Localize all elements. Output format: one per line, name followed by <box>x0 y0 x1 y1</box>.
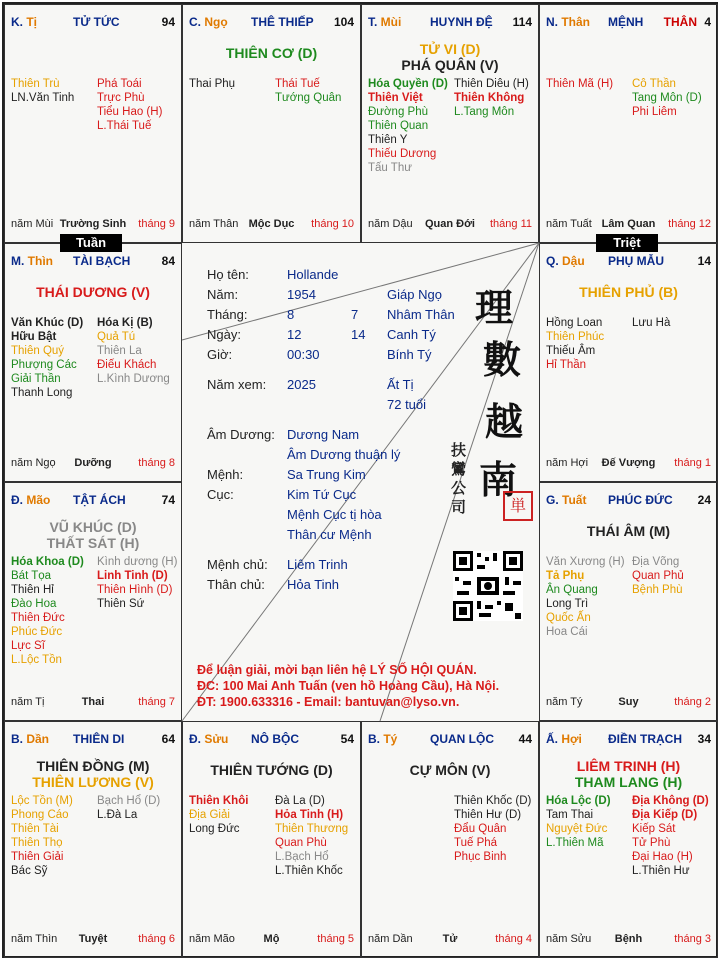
month-marker: tháng 3 <box>674 933 711 945</box>
qr-code <box>453 551 523 621</box>
month-marker: tháng 2 <box>674 696 711 708</box>
thang-label: Tháng: <box>207 307 248 322</box>
dai-han-year: năm Hợi <box>546 457 589 469</box>
minor-star: Thiên Phúc <box>546 331 605 343</box>
minor-star: Thiên Diêu (H) <box>454 78 529 90</box>
minor-star: Trực Phù <box>97 92 145 104</box>
red-stamp: 単 <box>503 491 533 521</box>
palace-can: G. <box>546 493 563 507</box>
palace-can: Q. <box>546 254 563 268</box>
thang-value: 8 <box>287 307 295 322</box>
minor-star: Quan Phù <box>275 837 327 849</box>
minor-star: Thiên Giải <box>11 851 64 863</box>
month-marker: tháng 8 <box>138 457 175 469</box>
truong-sinh-stage: Suy <box>618 696 639 708</box>
truong-sinh-stage: Tuyệt <box>78 933 108 945</box>
minor-star: Nguyệt Đức <box>546 823 608 835</box>
palace-can: Đ. <box>189 732 205 746</box>
minor-star: Linh Tinh (D) <box>97 570 168 582</box>
truong-sinh-stage: Mộc Dục <box>248 218 295 230</box>
menh-label: Mệnh: <box>207 467 244 482</box>
minor-star: Địa Võng <box>632 556 680 568</box>
main-star: TỬ VI (D) <box>419 41 481 57</box>
minor-star: Quan Phủ <box>632 570 684 582</box>
minor-star: Thiên Việt <box>368 92 423 104</box>
minor-star: Bệnh Phù <box>632 584 683 596</box>
minor-star: Hóa Kị (B) <box>97 317 153 329</box>
minor-star: Bác Sỹ <box>11 865 48 877</box>
menh-chu-label: Mệnh chủ: <box>207 557 268 572</box>
month-marker: tháng 12 <box>668 218 711 230</box>
minor-star: Thiên Hư (D) <box>454 809 522 821</box>
minor-star: Kiếp Sát <box>632 823 676 835</box>
minor-star: L.Thiên Khốc <box>275 865 343 877</box>
palace-name: THIÊN DI <box>73 732 125 746</box>
minor-star: Quốc Ấn <box>546 612 591 624</box>
cuc-label: Cục: <box>207 487 234 502</box>
minor-star: Tam Thai <box>546 809 594 821</box>
minor-star: Thiên Quan <box>368 120 429 132</box>
minor-star: Ân Quang <box>546 584 598 596</box>
dai-han-year: năm Sửu <box>546 933 592 945</box>
palace-chi: Mùi <box>380 15 402 29</box>
dai-han-year: năm Thìn <box>11 933 58 945</box>
minor-star: Thiên Trù <box>11 78 60 90</box>
minor-star: Hóa Lộc (D) <box>546 795 611 807</box>
main-star: THAM LANG (H) <box>574 774 683 790</box>
minor-star: Đẩu Quân <box>454 823 507 835</box>
minor-star: Long Đức <box>189 823 240 835</box>
minor-star: Tướng Quân <box>275 92 342 104</box>
palace-name: THÊ THIẾP <box>251 15 314 29</box>
than-chu-value: Hỏa Tinh <box>287 577 340 592</box>
minor-star: Thái Tuế <box>275 78 320 90</box>
dai-han-year: năm Mùi <box>11 218 54 230</box>
seal-char-2: 數 <box>483 337 522 382</box>
minor-star: Phục Binh <box>454 851 507 863</box>
palace-can: C. <box>189 15 205 29</box>
minor-star: Thiên Khôi <box>189 795 249 807</box>
palace-chi: Sửu <box>204 732 229 746</box>
truong-sinh-stage: Dưỡng <box>74 457 112 469</box>
palace-name: TỬ TỨC <box>73 15 120 29</box>
palace-name: MỆNH <box>608 15 644 29</box>
truong-sinh-stage: Bệnh <box>614 933 643 945</box>
palace-name: PHÚC ĐỨC <box>608 493 673 507</box>
gio-value: 00:30 <box>287 347 320 362</box>
nam-xem-value: 2025 <box>287 377 316 392</box>
minor-star: Thanh Long <box>11 387 73 399</box>
minor-star: L.Kình Dương <box>97 373 170 385</box>
ngay-label: Ngày: <box>207 327 241 342</box>
minor-star: Phi Liêm <box>632 106 677 118</box>
palace-number: 14 <box>697 254 711 268</box>
dai-han-year: năm Ngọ <box>11 457 56 469</box>
seal-char-3: 越 <box>485 399 524 444</box>
truong-sinh-stage: Tử <box>442 933 458 945</box>
minor-star: L.Thiên Mã <box>546 837 604 849</box>
minor-star: Thiên Tài <box>11 823 59 835</box>
palace-chi: Ngọ <box>204 15 228 29</box>
truong-sinh-stage: Thai <box>81 696 105 708</box>
nam-xem-label: Năm xem: <box>207 377 267 392</box>
minor-star: Hóa Khoa (D) <box>11 556 84 568</box>
gio-can-chi: Bính Tý <box>387 347 432 362</box>
main-star: THÁI DƯƠNG (V) <box>36 284 150 300</box>
tuan-tag: Tuần <box>60 234 122 252</box>
than-marker: THÂN <box>663 15 697 29</box>
main-star: THIÊN TƯỚNG (D) <box>210 762 333 778</box>
minor-star: Thiên La <box>97 345 142 357</box>
minor-star: Phúc Đức <box>11 626 63 638</box>
minor-star: L.Đà La <box>97 809 138 821</box>
minor-star: Địa Giải <box>189 809 230 821</box>
minor-star: L.Tang Môn <box>454 106 515 118</box>
dai-han-year: năm Mão <box>189 933 235 945</box>
minor-star: Hồng Loan <box>546 317 603 329</box>
minor-star: Thiếu Âm <box>546 345 596 357</box>
truong-sinh-stage: Trường Sinh <box>59 218 127 230</box>
minor-star: Long Trì <box>546 598 589 610</box>
menh-chu-value: Liêm Trinh <box>287 557 348 572</box>
palace-name: TẬT ÁCH <box>73 493 126 507</box>
contact-line-3: ĐT: 1900.633316 - Email: bantuvan@lyso.vn. <box>197 695 460 709</box>
month-marker: tháng 9 <box>138 218 175 230</box>
minor-star: L.Thiên Hư <box>632 865 690 877</box>
minor-star: Tiểu Hao (H) <box>97 106 163 118</box>
main-star: THIÊN ĐỒNG (M) <box>36 758 150 774</box>
minor-star: Tử Phù <box>632 837 671 849</box>
palace-name: NÔ BỘC <box>251 732 299 746</box>
minor-star: Phá Toái <box>97 78 142 90</box>
truong-sinh-stage: Mộ <box>263 933 280 945</box>
ngay-value: 12 <box>287 327 302 342</box>
palace-chi: Thân <box>561 15 591 29</box>
palace-can: K. <box>11 15 27 29</box>
palace-chi: Thìn <box>27 254 53 268</box>
palace-number: 24 <box>697 493 711 507</box>
palace-chi: Dậu <box>562 254 585 268</box>
minor-star: Thiên Không <box>454 92 525 104</box>
minor-star: Tang Môn (D) <box>632 92 702 104</box>
dai-han-year: năm Tị <box>11 696 45 708</box>
palace-number: 94 <box>161 15 175 29</box>
palace-chi: Tuất <box>562 493 587 507</box>
minor-star: Lưu Hà <box>632 317 671 329</box>
minor-star: LN.Văn Tinh <box>11 92 75 104</box>
minor-star: Văn Xương (H) <box>546 556 625 568</box>
minor-star: Thiên Hình (D) <box>97 584 173 596</box>
main-star: VŨ KHÚC (D) <box>49 519 137 535</box>
minor-star: Thiên Quý <box>11 345 65 357</box>
minor-star: Đại Hao (H) <box>632 851 693 863</box>
dai-han-year: năm Thân <box>189 218 239 230</box>
cuc-value: Kim Tứ Cục <box>287 487 357 502</box>
minor-star: Cô Thần <box>632 78 676 90</box>
palace-can: Đ. <box>11 493 27 507</box>
minor-star: Thiên Mã (H) <box>546 78 614 90</box>
minor-star: Thiên Khốc (D) <box>454 795 532 807</box>
cuc-value-2: Mệnh Cục tị hòa <box>287 507 382 522</box>
minor-star: Tả Phụ <box>546 570 585 582</box>
seal-char-1: 理 <box>475 285 514 330</box>
tuoi-value: 72 tuổi <box>387 397 427 412</box>
minor-star: Đào Hoa <box>11 598 57 610</box>
minor-star: Kình dương (H) <box>97 556 178 568</box>
palace-can: N. <box>546 15 562 29</box>
minor-star: L.Bạch Hổ <box>275 851 329 863</box>
palace-name: HUYNH ĐỆ <box>430 15 493 29</box>
triet-tag: Triệt <box>596 234 658 252</box>
month-marker: tháng 11 <box>489 218 532 230</box>
seal-char-4: 南 <box>479 457 518 502</box>
palace-can: Ấ. <box>546 732 562 746</box>
minor-star: Hỏa Tinh (H) <box>275 809 344 821</box>
main-star: PHÁ QUÂN (V) <box>401 57 499 73</box>
dai-han-year: năm Tuất <box>546 218 592 230</box>
minor-star: Điếu Khách <box>97 359 157 371</box>
minor-star: Giải Thần <box>11 373 61 385</box>
minor-star: Tấu Thư <box>368 162 412 174</box>
minor-star: Thiên Thọ <box>11 837 63 849</box>
minor-star: Văn Khúc (D) <box>11 317 84 329</box>
ho-ten-label: Họ tên: <box>207 267 249 282</box>
minor-star: Địa Không (D) <box>632 795 709 807</box>
truong-sinh-stage: Quan Đới <box>425 218 475 230</box>
nam-value: 1954 <box>287 287 316 302</box>
truong-sinh-stage: Đế Vượng <box>601 457 656 469</box>
minor-star: L.Thái Tuế <box>97 120 152 132</box>
palace-chi: Hợi <box>561 732 582 746</box>
main-star: THẤT SÁT (H) <box>46 535 140 551</box>
month-marker: tháng 4 <box>495 933 532 945</box>
truong-sinh-stage: Lâm Quan <box>601 218 656 230</box>
main-star: LIÊM TRINH (H) <box>576 758 681 774</box>
palace-number: 64 <box>161 732 175 746</box>
minor-star: Thiên Đức <box>11 612 65 624</box>
minor-star: Hóa Quyền (D) <box>368 78 448 90</box>
minor-star: L.Lộc Tồn <box>11 654 62 666</box>
palace-chi: Mão <box>26 493 51 507</box>
minor-star: Phong Cáo <box>11 809 69 821</box>
minor-star: Bát Tọa <box>11 570 52 582</box>
cuc-value-3: Thân cư Mệnh <box>287 527 372 542</box>
month-marker: tháng 10 <box>311 218 354 230</box>
main-star: THÁI ÂM (M) <box>586 523 671 539</box>
nam-xem-can-chi: Ất Tị <box>387 377 414 392</box>
palace-number: 54 <box>340 732 354 746</box>
palace-can: B. <box>11 732 27 746</box>
palace-chi: Dần <box>26 732 50 746</box>
nam-label: Năm: <box>207 287 239 302</box>
ngay-can-chi: Canh Tý <box>387 327 436 342</box>
palace-name: ĐIỀN TRẠCH <box>608 732 682 746</box>
minor-star: Lực Sĩ <box>11 640 45 652</box>
than-chu-label: Thân chủ: <box>207 577 265 592</box>
minor-star: Quả Tú <box>97 331 136 343</box>
minor-star: Hỉ Thần <box>546 359 587 371</box>
palace-number: 4 <box>704 15 711 29</box>
ngay-am-value: 14 <box>351 327 366 342</box>
am-duong-label: Âm Dương: <box>207 427 275 442</box>
minor-star: Địa Kiếp (D) <box>632 809 698 821</box>
minor-star: Thai Phụ <box>189 78 236 90</box>
palace-can: T. <box>368 15 381 29</box>
palace-number: 84 <box>161 254 175 268</box>
minor-star: Thiên Hỉ <box>11 584 54 596</box>
minor-star: Thiên Sứ <box>97 598 145 610</box>
palace-name: QUAN LỘC <box>430 732 494 746</box>
palace-chi: Tị <box>26 15 38 29</box>
month-marker: tháng 7 <box>138 696 175 708</box>
palace-number: 114 <box>512 15 532 29</box>
gio-label: Giờ: <box>207 347 233 362</box>
month-marker: tháng 5 <box>317 933 354 945</box>
am-duong-value-2: Âm Dương thuận lý <box>287 447 401 462</box>
dai-han-year: năm Dậu <box>368 218 413 230</box>
dai-han-year: năm Tý <box>546 696 583 708</box>
minor-star: Hữu Bật <box>11 331 57 343</box>
main-star: THIÊN PHỦ (B) <box>579 284 678 300</box>
am-duong-value: Dương Nam <box>287 427 360 442</box>
menh-value: Sa Trung Kim <box>287 467 366 482</box>
palace-number: 74 <box>161 493 175 507</box>
thang-can-chi: Nhâm Thân <box>387 307 455 322</box>
palace-number: 104 <box>333 15 354 29</box>
main-star: CỰ MÔN (V) <box>409 762 491 778</box>
main-star: THIÊN CƠ (D) <box>225 45 318 61</box>
minor-star: Thiên Thương <box>275 823 349 835</box>
minor-star: Bạch Hổ (D) <box>97 795 161 807</box>
minor-star: Thiên Y <box>368 134 408 146</box>
palace-name: TÀI BẠCH <box>73 254 131 268</box>
palace-number: 44 <box>518 732 532 746</box>
dai-han-year: năm Dần <box>368 933 413 945</box>
minor-star: Lộc Tồn (M) <box>11 795 73 807</box>
seal-side-text: 扶 鸞 公 司 <box>451 441 467 516</box>
center-info-panel <box>185 245 541 721</box>
main-star: THIÊN LƯƠNG (V) <box>32 774 154 790</box>
nam-can-chi: Giáp Ngọ <box>387 287 442 302</box>
horoscope-chart <box>2 2 718 958</box>
palace-chi: Tý <box>383 732 398 746</box>
palace-can: B. <box>368 732 384 746</box>
minor-star: Thiếu Dương <box>368 148 437 160</box>
palace-can: M. <box>11 254 28 268</box>
month-marker: tháng 6 <box>138 933 175 945</box>
contact-line-2: ĐC: 100 Mai Anh Tuấn (ven hồ Hoàng Cầu), Hà Nội. <box>197 679 500 693</box>
month-marker: tháng 1 <box>674 457 711 469</box>
palace-number: 34 <box>697 732 711 746</box>
ho-ten-value: Hollande <box>287 267 339 282</box>
minor-star: Hoa Cái <box>546 626 588 638</box>
minor-star: Đường Phù <box>368 106 428 118</box>
minor-star: Phượng Các <box>11 359 77 371</box>
minor-star: Đà La (D) <box>275 795 325 807</box>
minor-star: Tuế Phá <box>454 837 498 849</box>
palace-name: PHỤ MẪU <box>608 254 664 268</box>
thang-am-value: 7 <box>351 307 359 322</box>
contact-line-1: Để luận giải, mời bạn liên hệ LÝ SỐ HỘI QUÁN. <box>197 663 477 677</box>
